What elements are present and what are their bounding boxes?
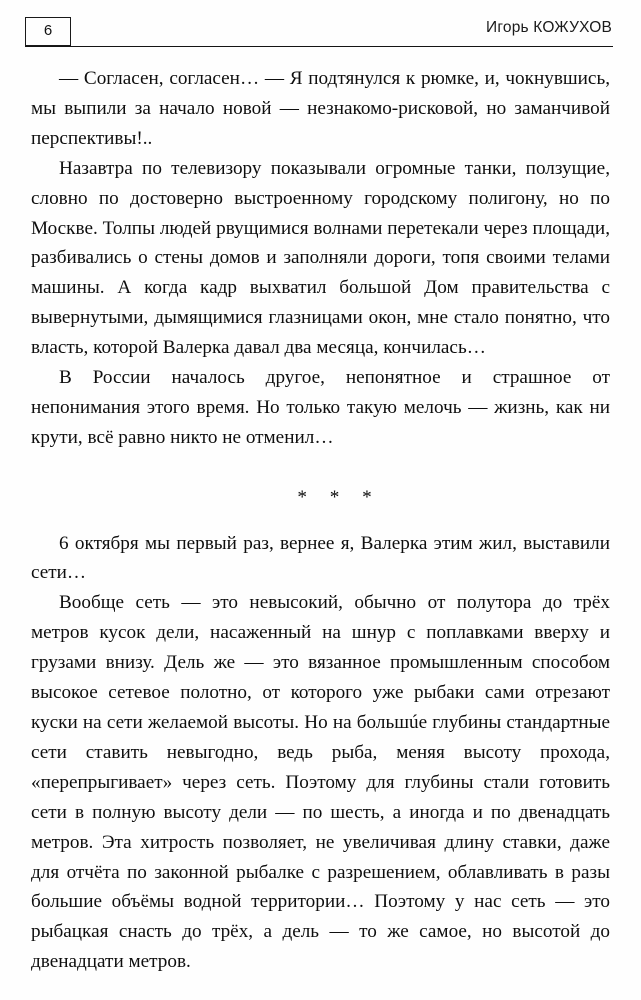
vertical-spacer: [31, 453, 610, 483]
section-break-asterisks: * * *: [297, 486, 381, 508]
paragraph: 6 октября мы первый раз, вернее я, Валерка этим жил, выставили сети…: [31, 532, 610, 584]
author-running-head: Игорь КОЖУХОВ: [486, 19, 612, 36]
paragraph: В России началось другое, непонятное и страшное от непонимания этого время. Но только такую мелочь — жизнь, как ни крути, всё равно никто не отменил…: [31, 367, 610, 448]
page-number: 6: [43, 22, 53, 39]
body-text: [31, 64, 610, 977]
paragraph: — Согласен, согласен… — Я подтянулся к рюмке, и, чокнувшись, мы выпили за начало новой — незнакомо-рисковой, но заманчивой перспективы!..: [31, 68, 610, 149]
page-number-box: [25, 17, 71, 46]
paragraph: Назавтра по телевизору показывали огромные танки, ползущие, словно по достоверно выстроенному городскому полигону, но по Москве. Толпы людей рвущимися волнами перетекали через площади, разбивались о стены домов и заполняли дороги, топя своими телами машины. А когда кадр выхватил большой Дом правительства с вывернутыми, дымящимися глазницами окон, мне стало понятно, что власть, которой Валерка давал два месяца, кончилась…: [31, 157, 610, 359]
header-rule: [25, 46, 613, 47]
paragraph: Вообще сеть — это невысокий, обычно от полутора до трёх метров кусок дели, насаженный на шнур с поплавками вверху и грузами внизу. Дель же — это вязанное промышленным способом высокое сетевое полотно, от которого уже рыбаки сами отрезают куски на сети желаемой высоты. Но на большúе глубины стандартные сети ставить невыгодно, ведь рыба, меняя высоту прохода, «перепрыгивает» через сеть. Поэтому для глубины стали готовить сети в полную высоту дели — по шесть, а иногда и по двенадцать метров. Эта хитрость позволяет, не увеличивая длину ставки, даже для отчёта по законной рыбалке с разрешением, облавливать в разы большие объёмы водной территории… Поэтому у нас сеть — это рыбацкая снасть до трёх, а дель — то же самое, но высотой до двенадцати метров.: [31, 592, 610, 973]
running-head: [25, 17, 613, 49]
vertical-spacer: [31, 513, 610, 529]
